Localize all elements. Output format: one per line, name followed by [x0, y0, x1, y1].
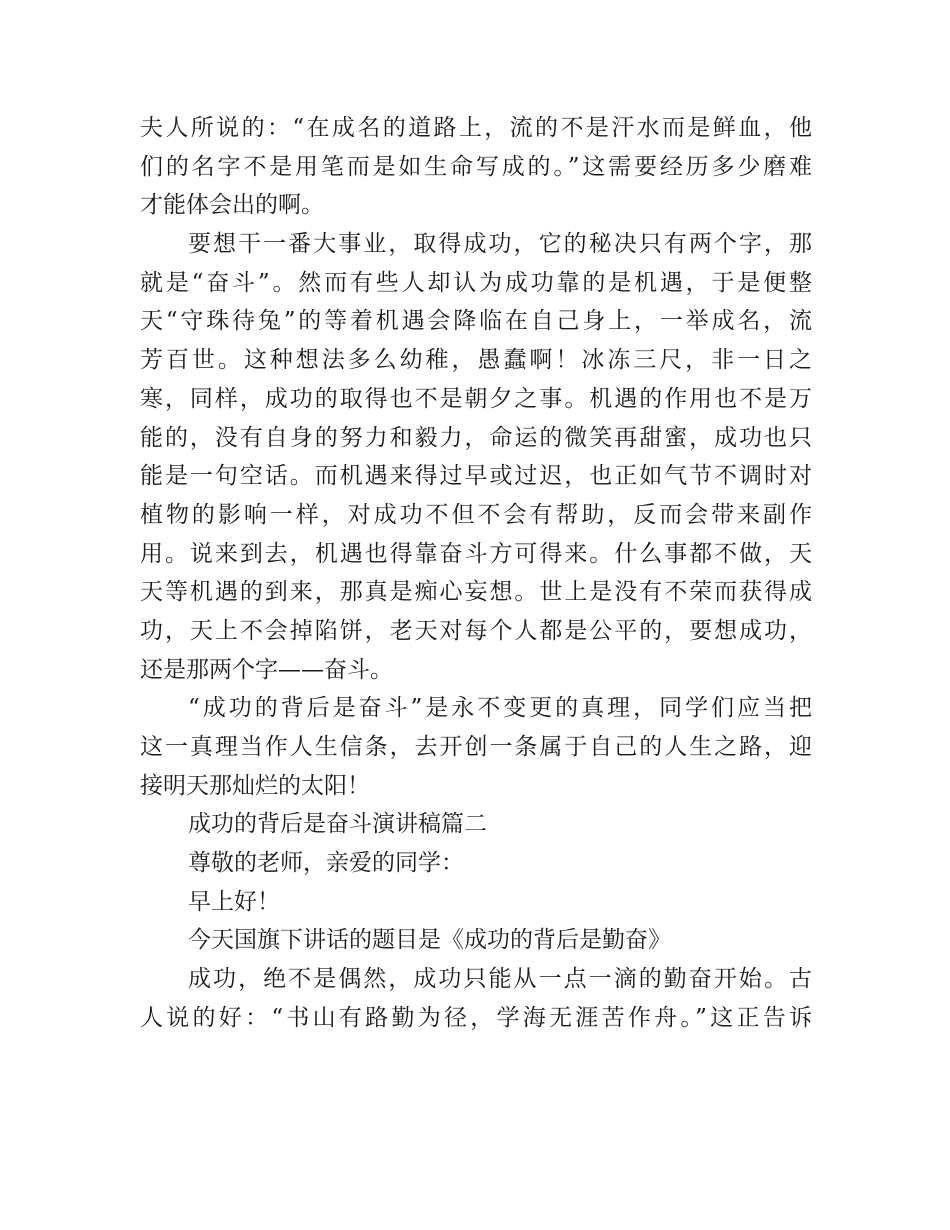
text-line: 就是“奋斗”。然而有些人却认为成功靠的是机遇，于是便整	[140, 269, 812, 296]
text-line: 接明天那灿烂的太阳！	[140, 772, 370, 799]
text-line: 们的名字不是用笔而是如生命写成的。”这需要经历多少磨难	[140, 153, 812, 180]
text-line: 功，天上不会掉陷饼，老天对每个人都是公平的，要想成功，	[140, 617, 812, 644]
text-line: 夫人所说的：“在成名的道路上，流的不是汗水而是鲜血，他	[140, 115, 812, 141]
text-line: 天等机遇的到来，那真是痴心妄想。世上是没有不荣而获得成	[140, 579, 812, 606]
body-text	[140, 109, 812, 1038]
text-line: 芳百世。这种想法多么幼稚，愚蠢啊！冰冻三尺，非一日之	[140, 347, 812, 374]
text-line: 成功，绝不是偶然，成功只能从一点一滴的勤奋开始。古	[188, 966, 812, 993]
text-line: 尊敬的老师，亲爱的同学：	[188, 850, 464, 877]
text-line: 用。说来到去，机遇也得靠奋斗方可得来。什么事都不做，天	[140, 540, 812, 567]
text-line: 人说的好：“书山有路勤为径，学海无涯苦作舟。”这正告诉	[140, 1004, 812, 1031]
text-line: 能的，没有自身的努力和毅力，命运的微笑再甜蜜，成功也只	[140, 424, 812, 451]
text-line: 寒，同样，成功的取得也不是朝夕之事。机遇的作用也不是万	[140, 385, 812, 412]
text-line: 这一真理当作人生信条，去开创一条属于自己的人生之路，迎	[140, 734, 812, 760]
text-line: 才能体会出的啊。	[140, 192, 324, 219]
text-line: “成功的背后是奋斗”是永不变更的真理，同学们应当把	[188, 695, 812, 722]
text-line: 植物的影响一样，对成功不但不会有帮助，反而会带来副作	[140, 501, 812, 528]
text-line: 能是一句空话。而机遇来得过早或过迟，也正如气节不调时对	[140, 463, 812, 490]
text-line: 还是那两个字——奋斗。	[140, 656, 393, 683]
text-line: 今天国旗下讲话的题目是《成功的背后是勤奋》	[188, 927, 671, 954]
text-line: 成功的背后是奋斗演讲稿篇二	[188, 811, 487, 838]
text-line: 早上好！	[188, 888, 280, 915]
text-line: 天“守珠待兔”的等着机遇会降临在自己身上，一举成名，流	[140, 308, 812, 335]
text-line: 要想干一番大事业，取得成功，它的秘决只有两个字，那	[188, 231, 812, 258]
